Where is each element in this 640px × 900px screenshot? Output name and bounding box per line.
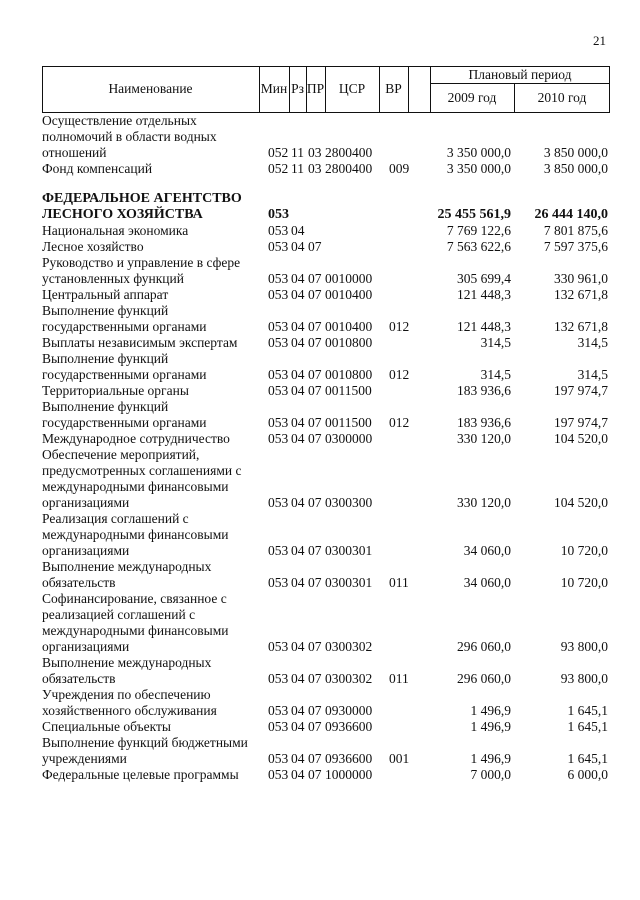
table-row [42,655,610,687]
row-amount-2009: 314,5 [480,367,511,382]
row-name: Руководство и управление в сфере установленных функций [42,255,241,286]
table-row [42,113,610,161]
row-rz: 04 [291,415,305,430]
row-vr: 012 [389,367,410,382]
row-name: Лесное хозяйство [42,239,144,254]
row-csr: 2800400 [325,161,373,176]
row-rz: 04 [291,671,305,686]
row-rz: 04 [291,239,305,254]
row-min: 053 [268,767,289,782]
row-rz: 04 [291,751,305,766]
row-name: ФЕДЕРАЛЬНОЕ АГЕНТСТВО ЛЕСНОГО ХОЗЯЙСТВА [42,191,242,222]
table-row [42,335,610,351]
row-vr: 011 [389,575,409,590]
row-min: 053 [268,415,289,430]
header-min: Мин [260,81,288,96]
row-amount-2009: 7 563 622,6 [446,239,511,254]
row-min: 052 [268,145,289,160]
row-csr: 0010800 [325,367,373,382]
table-row [42,351,610,383]
row-min: 053 [268,335,289,350]
row-amount-2009: 3 350 000,0 [446,145,511,160]
row-rz: 04 [291,495,305,510]
row-amount-2009: 1 496,9 [470,703,511,718]
row-amount-2009: 25 455 561,9 [437,207,511,222]
row-csr: 0011500 [325,383,372,398]
table-row [42,591,610,655]
row-csr: 1000000 [325,767,373,782]
row-rz: 04 [291,383,305,398]
row-amount-2010: 1 645,1 [567,751,608,766]
row-amount-2010: 314,5 [577,335,608,350]
row-amount-2010: 132 671,8 [554,287,608,302]
row-min: 053 [268,239,289,254]
row-min: 053 [268,207,289,222]
table-row [42,399,610,431]
row-min: 053 [268,271,289,286]
row-name: Выполнение функций бюджетными учреждениями [42,735,248,766]
row-min: 052 [268,161,289,176]
row-amount-2009: 330 120,0 [457,495,511,510]
row-min: 053 [268,223,289,238]
page-number: 21 [593,33,606,48]
row-amount-2010: 26 444 140,0 [534,207,608,222]
row-name: Выполнение функций государственными органами [42,303,207,334]
table-row [42,735,610,767]
header-name: Наименование [108,81,193,96]
row-amount-2009: 121 448,3 [457,319,511,334]
row-pr: 03 [308,145,322,160]
row-rz: 04 [291,639,305,654]
row-min: 053 [268,543,289,558]
row-vr: 001 [389,751,410,766]
row-amount-2010: 104 520,0 [554,495,608,510]
row-name: Центральный аппарат [42,287,169,302]
row-csr: 0930000 [325,703,373,718]
row-amount-2010: 93 800,0 [560,671,608,686]
row-csr: 0936600 [325,719,373,734]
row-amount-2009: 1 496,9 [470,719,511,734]
row-rz: 04 [291,543,305,558]
row-amount-2009: 330 120,0 [457,431,511,446]
table-row [42,255,610,287]
row-amount-2010: 132 671,8 [554,319,608,334]
row-csr: 0010800 [325,335,373,350]
row-csr: 0300302 [325,639,373,654]
row-amount-2010: 1 645,1 [567,719,608,734]
row-amount-2010: 197 974,7 [554,415,608,430]
table-row [42,161,610,177]
row-amount-2010: 7 801 875,6 [543,223,608,238]
row-rz: 04 [291,719,305,734]
row-pr: 07 [308,751,322,766]
row-csr: 0300000 [325,431,373,446]
row-pr: 07 [308,239,322,254]
row-pr: 07 [308,671,322,686]
row-csr: 0011500 [325,415,372,430]
table-row [42,447,610,511]
row-csr: 0010400 [325,287,373,302]
header-planned-period: Плановый период [468,66,572,82]
row-pr: 07 [308,319,322,334]
row-name: Выполнение функций государственными органами [42,351,207,382]
row-vr: 009 [389,161,410,176]
row-rz: 04 [291,431,305,446]
row-vr: 012 [389,319,410,334]
table-row [42,191,610,223]
row-amount-2010: 10 720,0 [560,543,608,558]
row-amount-2010: 3 850 000,0 [543,161,608,176]
row-csr: 0300302 [325,671,373,686]
row-amount-2010: 7 597 375,6 [543,239,608,254]
row-rz: 04 [291,335,305,350]
row-name: Осуществление отдельных полномочий в области водных отношений [42,113,217,160]
row-rz: 04 [291,767,305,782]
row-name: Фонд компенсаций [42,161,153,176]
row-pr: 07 [308,719,322,734]
row-csr: 0010000 [325,271,373,286]
row-name: Специальные объекты [42,719,171,734]
table-row [42,431,610,447]
row-csr: 0300301 [325,543,373,558]
table-row [42,559,610,591]
row-amount-2010: 6 000,0 [567,767,608,782]
row-amount-2010: 104 520,0 [554,431,608,446]
row-csr: 0010400 [325,319,373,334]
row-name: Территориальные органы [42,383,189,398]
row-name: Реализация соглашений с международными финансовыми организациями [42,511,229,558]
row-rz: 04 [291,575,305,590]
row-pr: 07 [308,383,322,398]
row-min: 053 [268,367,289,382]
row-pr: 07 [308,431,322,446]
row-amount-2009: 7 000,0 [470,767,511,782]
row-csr: 0300300 [325,495,373,510]
row-amount-2009: 296 060,0 [457,671,511,686]
row-pr: 07 [308,575,322,590]
row-name: Учреждения по обеспечению хозяйственного обслуживания [42,687,217,718]
row-rz: 04 [291,287,305,302]
row-pr: 07 [308,495,322,510]
row-rz: 11 [291,145,304,160]
row-name: Выполнение функций государственными органами [42,399,207,430]
row-min: 053 [268,719,289,734]
row-amount-2010: 197 974,7 [554,383,608,398]
row-amount-2009: 3 350 000,0 [446,161,511,176]
row-csr: 2800400 [325,145,373,160]
row-pr: 07 [308,543,322,558]
table-row [42,223,610,239]
row-pr: 07 [308,287,322,302]
table-row [42,767,610,783]
row-min: 053 [268,671,289,686]
row-vr: 012 [389,415,410,430]
row-name: Международное сотрудничество [42,431,230,446]
header-year-2009: 2009 год [447,89,497,105]
row-min: 053 [268,751,289,766]
table-header [42,66,610,112]
row-pr: 07 [308,335,322,350]
table-row [42,287,610,303]
row-min: 053 [268,383,289,398]
row-min: 053 [268,639,289,654]
header-rz: Рз [291,81,304,96]
table-row [42,511,610,559]
table-row [42,687,610,719]
row-rz: 11 [291,161,304,176]
row-min: 053 [268,703,289,718]
row-amount-2010: 330 961,0 [554,271,608,286]
row-pr: 07 [308,367,322,382]
row-name: Выполнение международных обязательств [42,559,212,590]
table-row [42,719,610,735]
row-amount-2009: 305 699,4 [457,271,511,286]
row-amount-2009: 183 936,6 [457,415,511,430]
row-name: Софинансирование, связанное с реализацией соглашений с международными финансовыми организациями [42,591,229,654]
row-amount-2009: 34 060,0 [463,575,511,590]
row-amount-2009: 7 769 122,6 [446,223,511,238]
row-min: 053 [268,495,289,510]
row-amount-2009: 34 060,0 [463,543,511,558]
row-name: Федеральные целевые программы [42,767,239,782]
row-pr: 07 [308,271,322,286]
header-csr: ЦСР [338,81,366,96]
row-min: 053 [268,575,289,590]
row-rz: 04 [291,367,305,382]
table-row [42,239,610,255]
row-amount-2009: 121 448,3 [457,287,511,302]
row-pr: 07 [308,415,322,430]
row-name: Выплаты независимым экспертам [42,335,238,350]
row-name: Выполнение международных обязательств [42,655,212,686]
row-pr: 07 [308,703,322,718]
row-amount-2009: 314,5 [480,335,511,350]
row-csr: 0936600 [325,751,373,766]
row-amount-2009: 183 936,6 [457,383,511,398]
row-pr: 07 [308,639,322,654]
row-amount-2009: 1 496,9 [470,751,511,766]
row-min: 053 [268,319,289,334]
row-amount-2010: 93 800,0 [560,639,608,654]
row-rz: 04 [291,319,305,334]
row-amount-2010: 10 720,0 [560,575,608,590]
table-row [42,303,610,335]
table-row [42,383,610,399]
row-min: 053 [268,287,289,302]
header-vr: ВР [385,81,402,96]
row-min: 053 [268,431,289,446]
row-name: Обеспечение мероприятий, предусмотренных соглашениями с международными финансовыми организациями [42,447,242,510]
row-amount-2010: 1 645,1 [567,703,608,718]
row-csr: 0300301 [325,575,373,590]
row-rz: 04 [291,223,305,238]
header-pr: ПР [306,81,325,96]
row-pr: 07 [308,767,322,782]
row-vr: 011 [389,671,409,686]
row-pr: 03 [308,161,322,176]
row-amount-2010: 3 850 000,0 [543,145,608,160]
row-rz: 04 [291,271,305,286]
header-year-2010: 2010 год [537,89,587,105]
row-amount-2010: 314,5 [577,367,608,382]
row-amount-2009: 296 060,0 [457,639,511,654]
row-name: Национальная экономика [42,223,189,238]
row-rz: 04 [291,703,305,718]
